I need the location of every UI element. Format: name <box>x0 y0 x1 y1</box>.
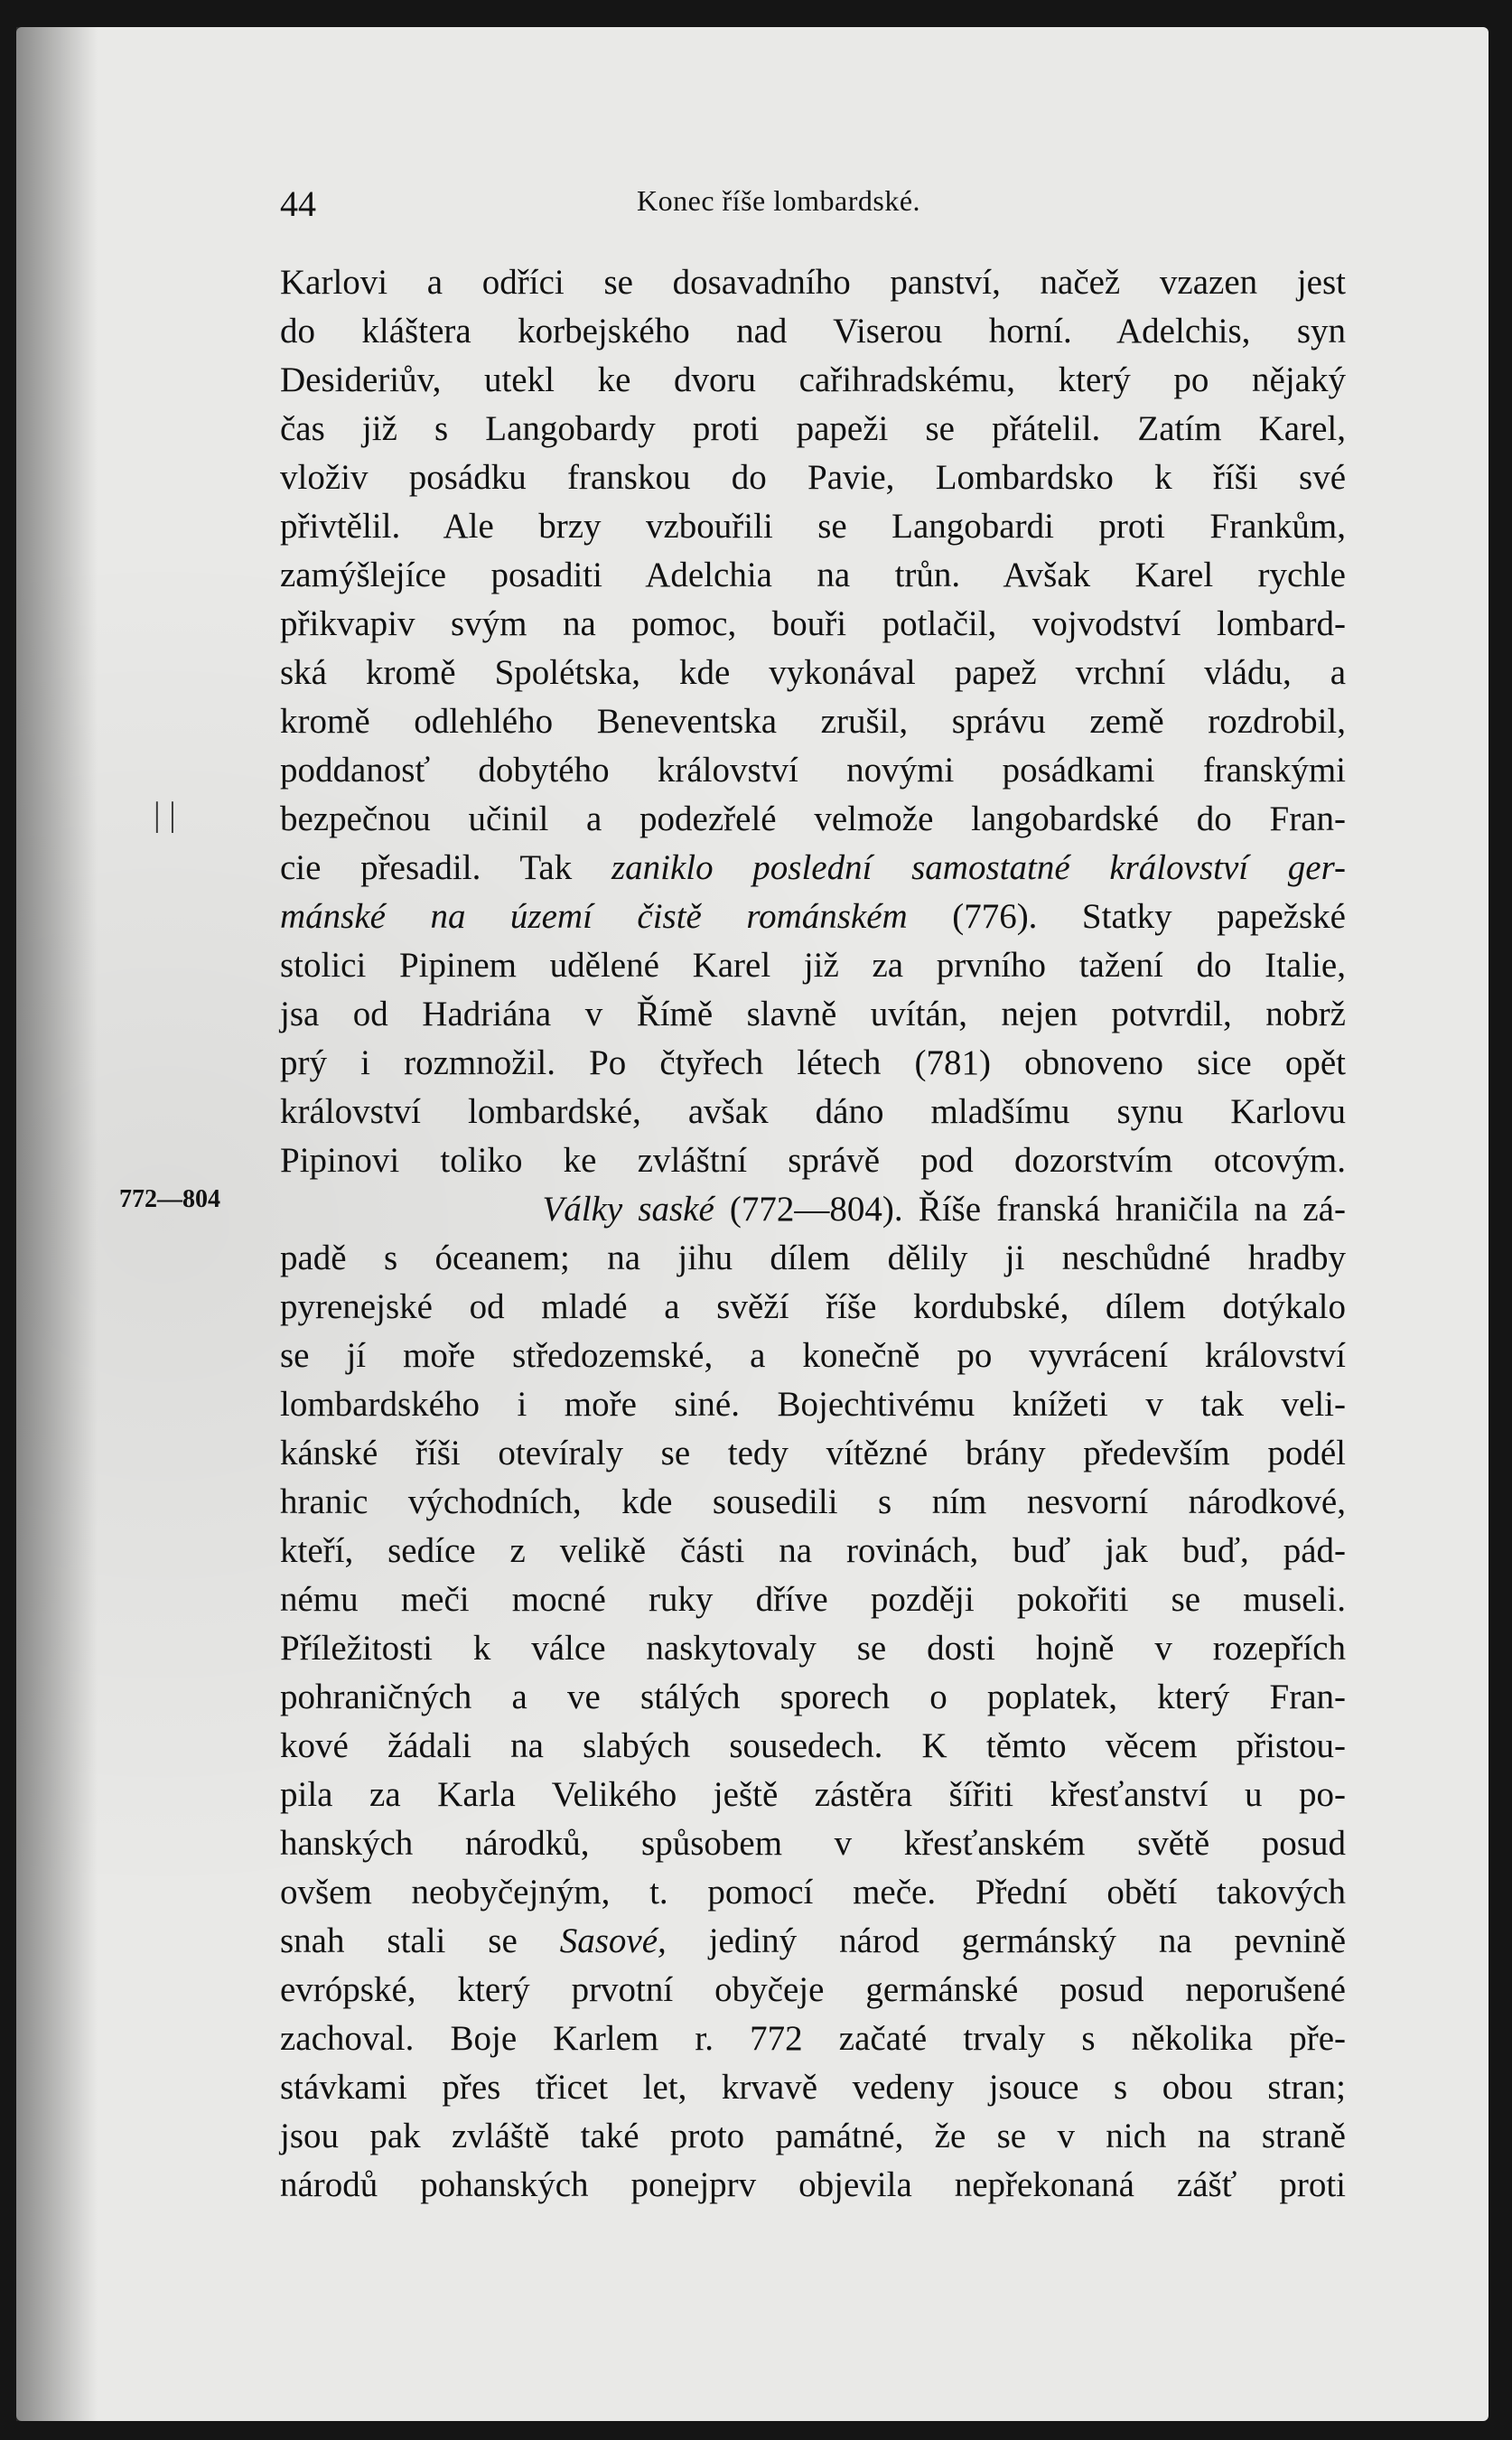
binding-shadow <box>16 27 98 2421</box>
text-span: (772—804). Říše franská hraničila na zá- <box>714 1190 1346 1229</box>
text-line: Desideriův, utekl ke dvoru cařihradskému, který po nějaký <box>280 360 1346 399</box>
italic-span: zaniklo poslední samostatné království ger- <box>611 848 1346 887</box>
text-line: do kláštera korbejského nad Viserou horní. Adelchis, syn <box>280 312 1346 351</box>
text-line: jsou pak zvláště také proto památné, že se v nich na straně <box>280 2117 1346 2155</box>
text-span: cie přesadil. Tak <box>280 848 611 887</box>
italic-span: Sasové, <box>559 1921 667 1960</box>
text-line: se jí moře středozemské, a konečně po vyvrácení království <box>280 1336 1346 1375</box>
text-line: Pipinovi toliko ke zvláštní správě pod dozorstvím otcovým. <box>280 1141 1346 1180</box>
running-title: Konec říše lombardské. <box>637 184 921 217</box>
text-line: království lombardské, avšak dáno mladšímu synu Karlovu <box>280 1092 1346 1131</box>
text-line: jsa od Hadriána v Římě slavně uvítán, nejen potvrdil, nobrž <box>280 995 1346 1033</box>
text-line: Karlovi a odříci se dosavadního panství, načež vzazen jest <box>280 263 1346 302</box>
text-line: zamýšlejíce posaditi Adelchia na trůn. Avšak Karel rychle <box>280 556 1346 594</box>
text-line: ovšem neobyčejným, t. pomocí meče. Přední obětí takových <box>280 1873 1346 1912</box>
text-line: bezpečnou učinil a podezřelé velmože langobardské do Fran- <box>280 799 1346 838</box>
text-line: prý i rozmnožil. Po čtyřech létech (781) obnoveno sice opět <box>280 1043 1346 1082</box>
text-line: hranic východních, kde sousedili s ním nesvorní národkové, <box>280 1482 1346 1521</box>
text-line: evrópské, který prvotní obyčeje germánské posud neporušené <box>280 1970 1346 2009</box>
text-line-with-italic <box>280 844 1346 893</box>
text-line: zachoval. Boje Karlem r. 772 začaté trvaly s několika pře- <box>280 2019 1346 2058</box>
text-line: pohraničných a ve stálých sporech o poplatek, který Fran- <box>280 1678 1346 1716</box>
text-line: vloživ posádku franskou do Pavie, Lombardsko k říši své <box>280 458 1346 497</box>
margin-mark: | | <box>154 796 176 834</box>
text-line-with-italic <box>280 893 1346 941</box>
text-span: jediný národ germánský na pevnině <box>666 1921 1347 1960</box>
text-line-with-italic <box>280 1917 1346 1966</box>
margin-date-note: 772—804 <box>119 1185 220 1213</box>
text-line: nému meči mocné ruky dříve později pokořiti se museli. <box>280 1580 1346 1619</box>
text-line: pyrenejské od mladé a svěží říše kordubské, dílem dotýkalo <box>280 1287 1346 1326</box>
text-line: čas již s Langobardy proti papeži se přátelil. Zatím Karel, <box>280 409 1346 448</box>
text-line: přikvapiv svým na pomoc, bouři potlačil, vojvodství lombard- <box>280 604 1346 643</box>
text-line: kové žádali na slabých sousedech. K těmto věcem přistou- <box>280 1726 1346 1765</box>
text-line: kánské říši otevíraly se tedy vítězné brány především podél <box>280 1434 1346 1472</box>
text-line: padě s óceanem; na jihu dílem dělily ji neschůdné hradby <box>280 1239 1346 1277</box>
italic-span: mánské na území čistě románském <box>280 897 908 936</box>
text-line: Příležitosti k válce naskytovaly se dosti hojně v rozepřích <box>280 1629 1346 1668</box>
italic-span: Války saské <box>542 1190 714 1229</box>
text-line: národů pohanských ponejprv objevila nepřekonaná zášť proti <box>280 2165 1346 2204</box>
text-line: pila za Karla Velikého ještě zástěra šířiti křesťanství u po- <box>280 1775 1346 1814</box>
text-line: poddanosť dobytého království novými posádkami franskými <box>280 751 1346 790</box>
text-line: hanských národků, spůsobem v křesťanském světě posud <box>280 1824 1346 1863</box>
text-line: stávkami přes třicet let, krvavě vedeny jsouce s obou stran; <box>280 2068 1346 2107</box>
running-header <box>280 172 1346 226</box>
text-span: snah stali se <box>280 1921 560 1960</box>
text-line: kteří, sedíce z velikě části na rovinách, buď jak buď, pád- <box>280 1531 1346 1570</box>
text-line: přivtělil. Ale brzy vzbouřili se Langobardi proti Frankům, <box>280 507 1346 546</box>
page-number: 44 <box>280 183 316 224</box>
text-line-with-italic <box>280 1185 1346 1234</box>
text-line: stolici Pipinem udělené Karel již za prvního tažení do Italie, <box>280 946 1346 985</box>
text-line: kromě odlehlého Beneventska zrušil, správu země rozdrobil, <box>280 702 1346 741</box>
body-text <box>280 258 1346 2210</box>
text-span: (776). Statky papežské <box>907 897 1346 936</box>
text-line: ská kromě Spolétska, kde vykonával papež vrchní vládu, a <box>280 653 1346 692</box>
text-line: lombardského i moře siné. Bojechtivému knížeti v tak veli- <box>280 1385 1346 1424</box>
